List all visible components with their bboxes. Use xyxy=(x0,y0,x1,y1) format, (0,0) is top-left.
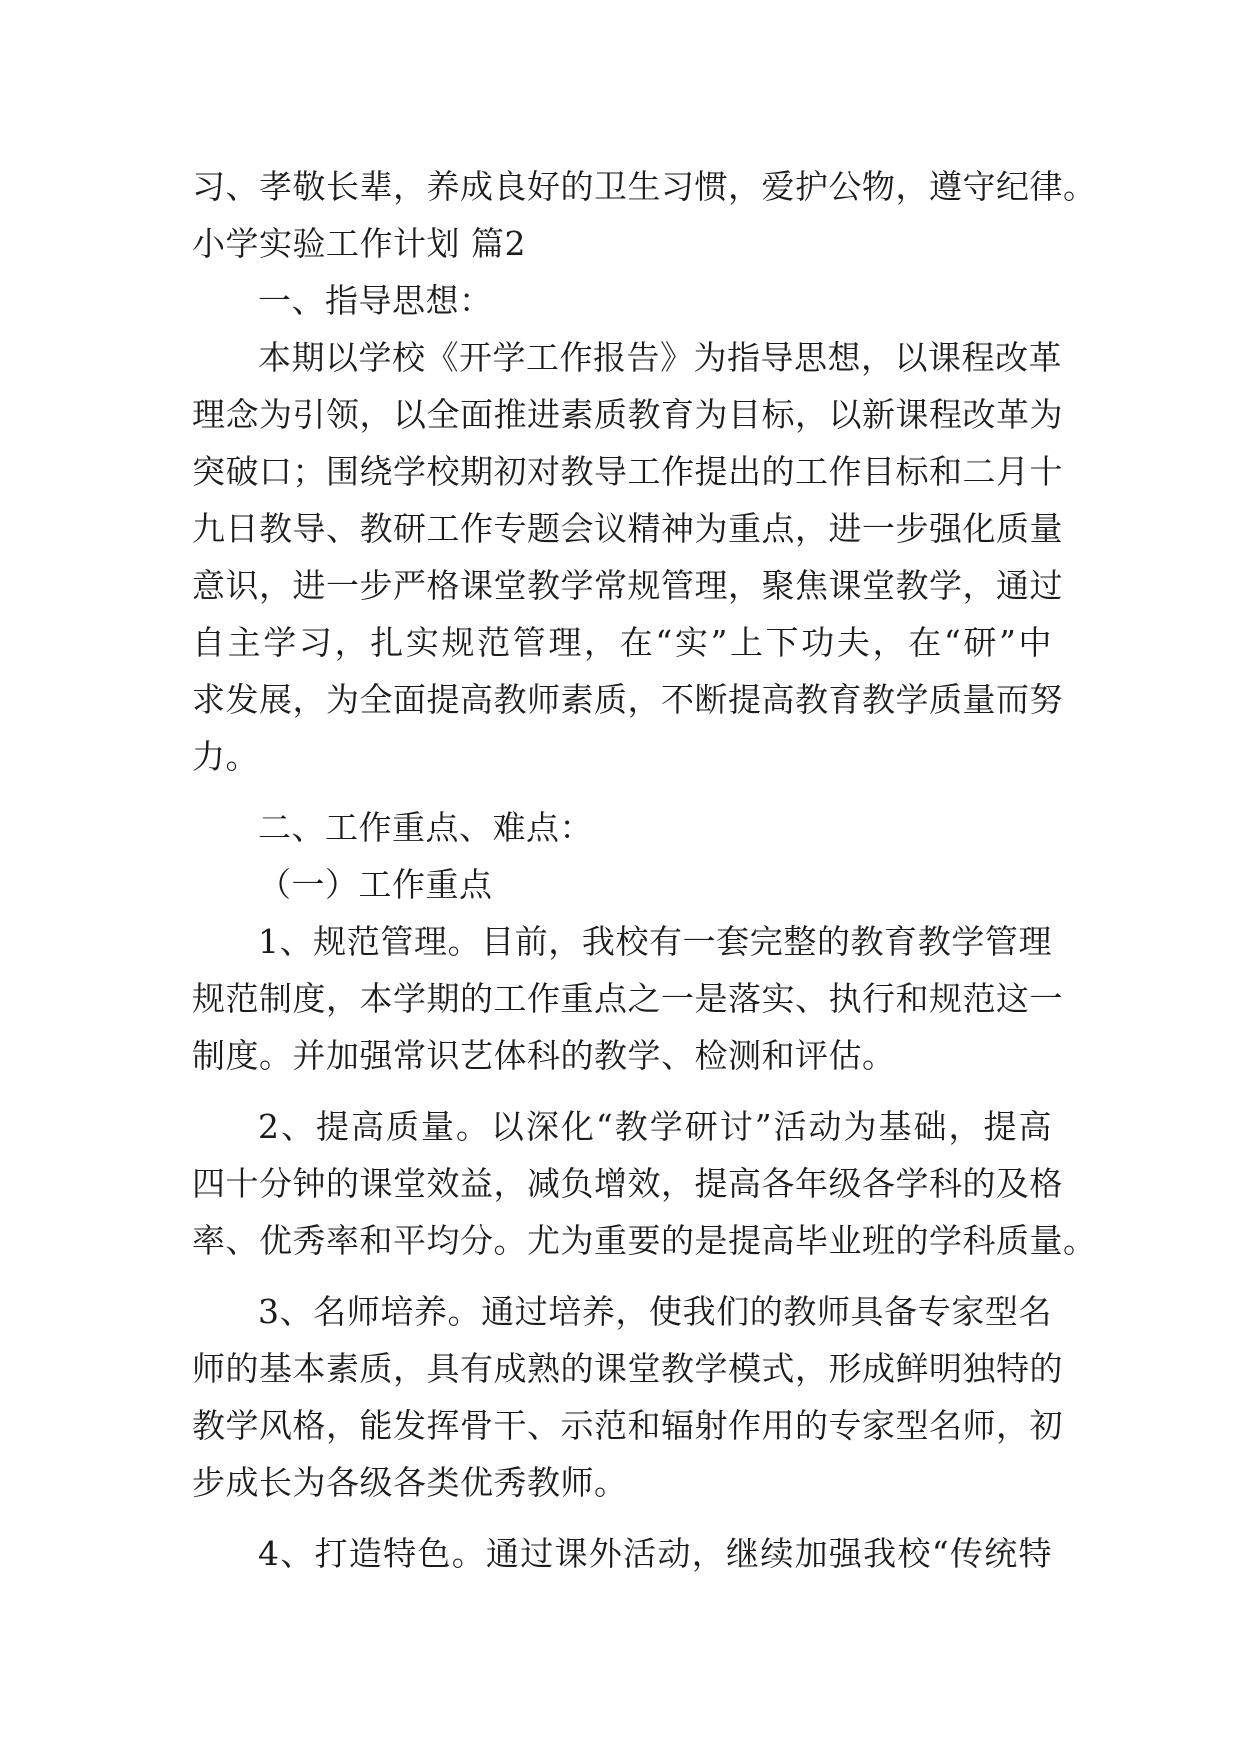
text-line: 突破口；围绕学校期初对教导工作提出的工作目标和二月十 xyxy=(192,452,1063,491)
text-line: 师的基本素质，具有成熟的课堂教学模式，形成鲜明独特的 xyxy=(192,1349,1063,1388)
subheading-work-focus: （一）工作重点 xyxy=(258,865,493,904)
section-title: 小学实验工作计划 篇2 xyxy=(192,224,526,263)
text-line: 九日教导、教研工作专题会议精神为重点，进一步强化质量 xyxy=(192,509,1063,548)
text-line: 4、打造特色。通过课外活动，继续加强我校“传统特 xyxy=(258,1534,1052,1573)
text-line: 四十分钟的课堂效益，减负增效，提高各年级各学科的及格 xyxy=(192,1164,1063,1203)
text-line: 力。 xyxy=(192,737,259,776)
text-line: 意识，进一步严格课堂教学常规管理，聚焦课堂教学，通过 xyxy=(192,566,1063,605)
text-line: 2、提高质量。以深化“教学研讨”活动为基础，提高 xyxy=(258,1107,1052,1146)
paragraph-item-2 xyxy=(192,1098,1097,1269)
heading-work-focus: 二、工作重点、难点： xyxy=(258,808,593,847)
text-line: 率、优秀率和平均分。尤为重要的是提高毕业班的学科质量。 xyxy=(192,1221,1097,1260)
paragraph-item-3 xyxy=(192,1283,1063,1511)
previous-section-tail: 习、孝敬长辈，养成良好的卫生习惯，爱护公物，遵守纪律。 xyxy=(192,167,1097,206)
text-line: 教学风格，能发挥骨干、示范和辐射作用的专家型名师，初 xyxy=(192,1406,1063,1445)
heading-guiding-thought: 一、指导思想： xyxy=(258,281,493,320)
text-line: 制度。并加强常识艺体科的教学、检测和评估。 xyxy=(192,1036,896,1075)
text-line: 理念为引领，以全面推进素质教育为目标，以新课程改革为 xyxy=(192,395,1063,434)
paragraph-item-1 xyxy=(192,913,1063,1084)
paragraph-item-4 xyxy=(192,1525,1052,1582)
text-line: 3、名师培养。通过培养，使我们的教师具备专家型名 xyxy=(258,1292,1052,1331)
paragraph-guiding-thought xyxy=(192,329,1063,785)
text-line: 1、规范管理。目前，我校有一套完整的教育教学管理 xyxy=(258,922,1052,961)
text-line: 规范制度，本学期的工作重点之一是落实、执行和规范这一 xyxy=(192,979,1063,1018)
text-line: 本期以学校《开学工作报告》为指导思想，以课程改革 xyxy=(258,338,1062,377)
document-body xyxy=(192,158,1097,1582)
text-line: 自主学习，扎实规范管理，在“实”上下功夫，在“研”中 xyxy=(192,623,1052,662)
text-line: 求发展，为全面提高教师素质，不断提高教育教学质量而努 xyxy=(192,680,1063,719)
text-line: 步成长为各级各类优秀教师。 xyxy=(192,1463,628,1502)
